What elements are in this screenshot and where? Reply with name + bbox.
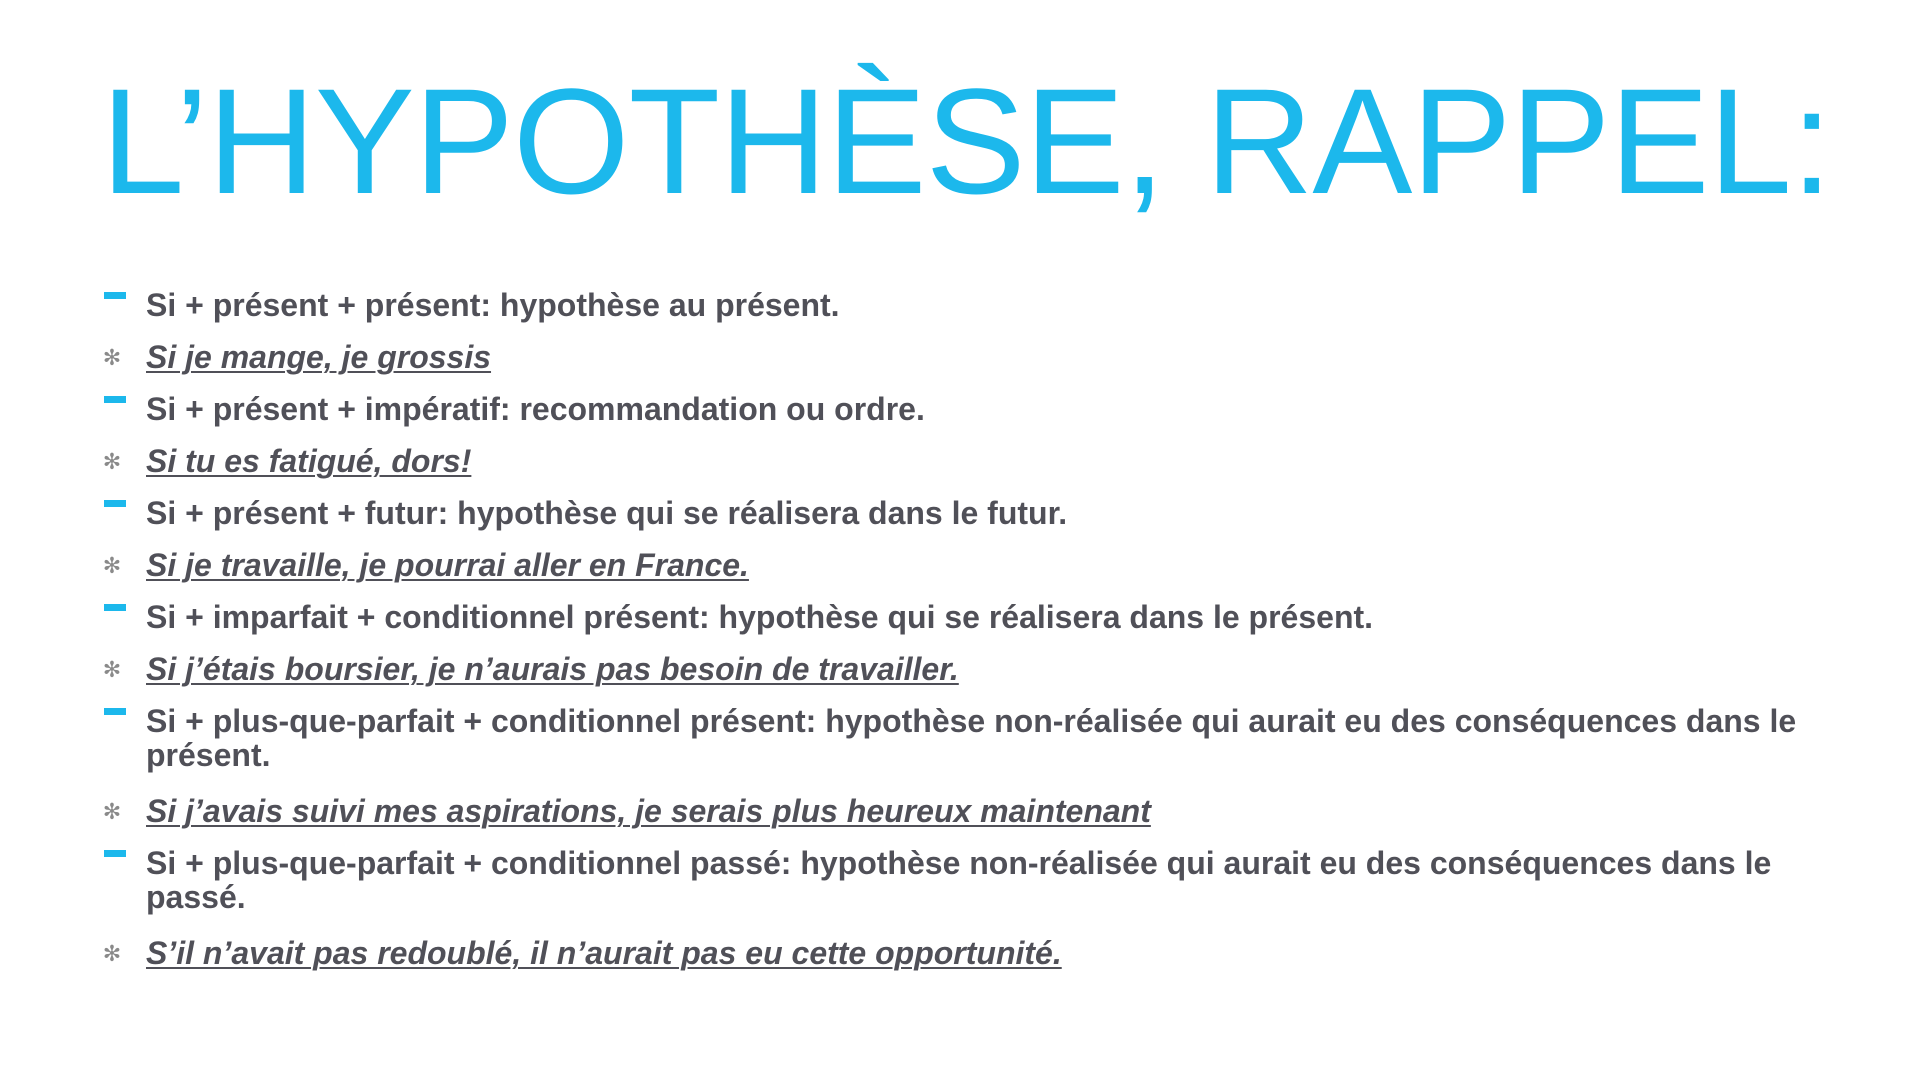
example-text: S’il n’avait pas redoublé, il n’aurait pas eu cette opportunité. bbox=[146, 935, 1062, 971]
rule-text: Si + présent + impératif: recommandation ou ordre. bbox=[146, 391, 925, 427]
example-text: Si tu es fatigué, dors! bbox=[146, 443, 472, 479]
example-text: Si j’avais suivi mes aspirations, je serais plus heureux maintenant bbox=[146, 793, 1151, 829]
bullet-list bbox=[96, 288, 1856, 988]
rule-text: Si + présent + présent: hypothèse au présent. bbox=[146, 287, 840, 323]
asterisk-bullet-icon: ✻ bbox=[102, 942, 122, 967]
dash-bullet-icon bbox=[104, 604, 126, 611]
dash-bullet-icon bbox=[104, 396, 126, 403]
example-item bbox=[96, 340, 1856, 374]
asterisk-bullet-icon: ✻ bbox=[102, 554, 122, 579]
example-item bbox=[96, 548, 1856, 582]
rule-text: Si + présent + futur: hypothèse qui se réalisera dans le futur. bbox=[146, 495, 1068, 531]
dash-bullet-icon bbox=[104, 500, 126, 507]
rule-item bbox=[96, 846, 1856, 914]
asterisk-bullet-icon: ✻ bbox=[102, 450, 122, 475]
rule-text: Si + plus-que-parfait + conditionnel présent: hypothèse non-réalisée qui aurait eu des conséquences dans le présent. bbox=[146, 703, 1797, 773]
dash-bullet-icon bbox=[104, 292, 126, 299]
example-text: Si j’étais boursier, je n’aurais pas besoin de travailler. bbox=[146, 651, 959, 687]
asterisk-bullet-icon: ✻ bbox=[102, 658, 122, 683]
rule-item bbox=[96, 704, 1856, 772]
example-item bbox=[96, 444, 1856, 478]
example-text: Si je travaille, je pourrai aller en France. bbox=[146, 547, 749, 583]
rule-item bbox=[96, 496, 1856, 530]
asterisk-bullet-icon: ✻ bbox=[102, 346, 122, 371]
rule-item bbox=[96, 392, 1856, 426]
dash-bullet-icon bbox=[104, 708, 126, 715]
slide-title: L’HYPOTHÈSE, RAPPEL: bbox=[101, 57, 1832, 225]
rule-item bbox=[96, 600, 1856, 634]
dash-bullet-icon bbox=[104, 850, 126, 857]
rule-item bbox=[96, 288, 1856, 322]
example-item bbox=[96, 652, 1856, 686]
example-item bbox=[96, 936, 1856, 970]
rule-text: Si + plus-que-parfait + conditionnel passé: hypothèse non-réalisée qui aurait eu des conséquences dans le passé. bbox=[146, 845, 1772, 915]
example-text: Si je mange, je grossis bbox=[146, 339, 492, 375]
asterisk-bullet-icon: ✻ bbox=[102, 800, 122, 825]
rule-text: Si + imparfait + conditionnel présent: hypothèse qui se réalisera dans le présent. bbox=[146, 599, 1374, 635]
example-item bbox=[96, 794, 1856, 828]
